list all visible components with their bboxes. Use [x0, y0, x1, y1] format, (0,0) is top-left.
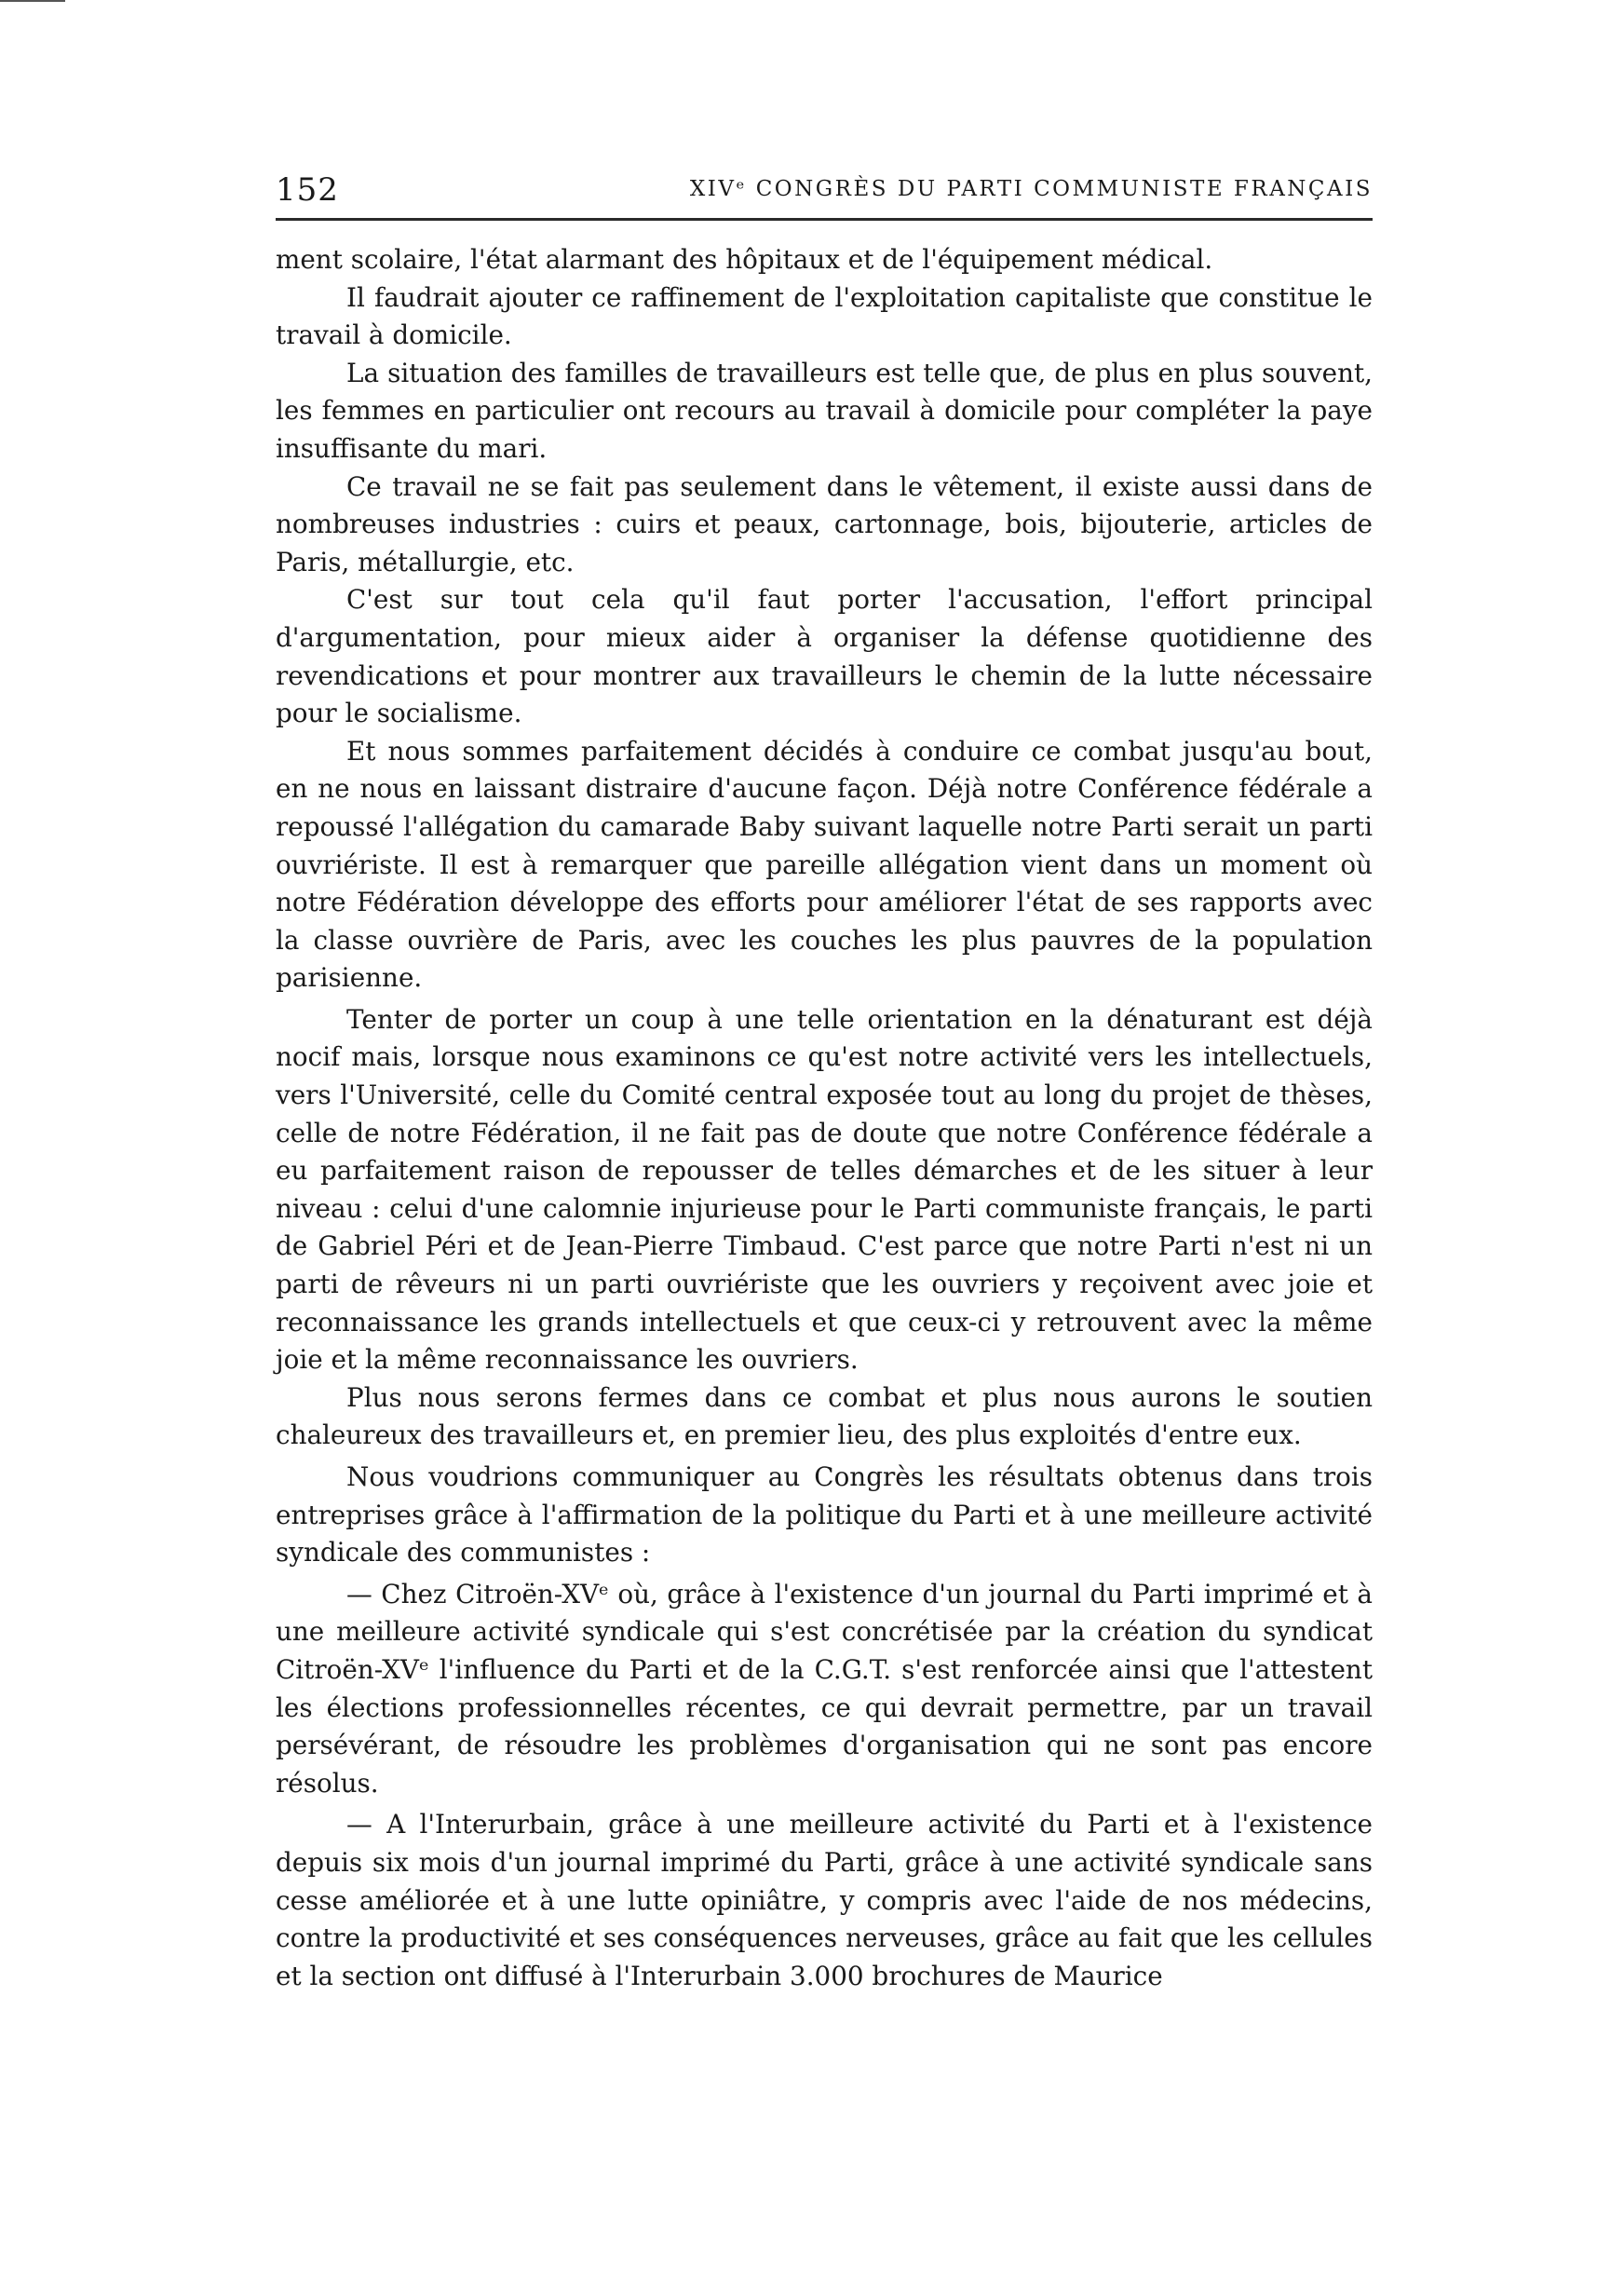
paragraph: Tenter de porter un coup à une telle orientation en la dénaturant est déjà nocif mais, lorsque nous examinons ce qu'est notre activité vers les intellectuels, vers l'Université, celle du Comité central exposée tout au long du projet de thèses, celle de notre Fédération, il ne fait pas de doute que notre Conférence fédérale a eu parfaitement raison de repousser de telles démarches et de les situer à leur niveau : celui d'une calomnie injurieuse pour le Parti communiste français, le parti de Gabriel Péri et de Jean-Pierre Timbaud. C'est parce que notre Parti n'est ni un parti de rêveurs ni un parti ouvriériste que les ouvriers y reçoivent avec joie et reconnaissance les grands intellectuels et que ceux-ci y retrouvent avec la même joie et la même reconnaissance les ouvriers.	[276, 1003, 1373, 1376]
paragraph: La situation des familles de travailleurs est telle que, de plus en plus souvent, les femmes en particulier ont recours au travail à domicile pour compléter la paye insuffisante du mari.	[276, 357, 1373, 464]
book-page	[276, 158, 1373, 1995]
paragraph: Ce travail ne se fait pas seulement dans le vêtement, il existe aussi dans de nombreuses industries : cuirs et peaux, cartonnage, bois, bijouterie, articles de Paris, métallurgie, etc.	[276, 470, 1373, 577]
running-header	[276, 158, 1373, 221]
paragraph: Plus nous serons fermes dans ce combat et plus nous aurons le soutien chaleureux des travailleurs et, en premier lieu, des plus exploités d'entre eux.	[276, 1381, 1373, 1451]
scan-edge-mark	[0, 0, 65, 2]
body-text	[276, 241, 1373, 1995]
running-title: XIVᵉ CONGRÈS DU PARTI COMMUNISTE FRANÇAIS	[689, 177, 1373, 201]
paragraph: ment scolaire, l'état alarmant des hôpitaux et de l'équipement médical.	[276, 244, 1213, 275]
list-paragraph: — Chez Citroën-XVᵉ où, grâce à l'existence d'un journal du Parti imprimé et à une meilleure activité syndicale qui s'est concrétisée par la création du syndicat Citroën-XVᵉ l'influence du Parti et de la C.G.T. s'est renforcée ainsi que l'attestent les élections professionnelles récentes, ce qui devrait permettre, par un travail persévérant, de résoudre les problèmes d'organisation qui ne sont pas encore résolus.	[276, 1578, 1373, 1799]
list-paragraph: — A l'Interurbain, grâce à une meilleure activité du Parti et à l'existence depuis six mois d'un journal imprimé du Parti, grâce à une activité syndicale sans cesse améliorée et à une lutte opiniâtre, y compris avec l'aide de nos médecins, contre la productivité et ses conséquences nerveuses, grâce au fait que les cellules et la section ont diffusé à l'Interurbain 3.000 brochures de Maurice	[276, 1809, 1373, 1991]
page-number: 152	[276, 171, 339, 209]
paragraph: C'est sur tout cela qu'il faut porter l'accusation, l'effort principal d'argumentation, pour mieux aider à organiser la défense quotidienne des revendications et pour montrer aux travailleurs le chemin de la lutte nécessaire pour le socialisme.	[276, 584, 1373, 729]
paragraph: Nous voudrions communiquer au Congrès les résultats obtenus dans trois entreprises grâce à l'affirmation de la politique du Parti et à une meilleure activité syndicale des communistes :	[276, 1461, 1373, 1568]
paragraph: Et nous sommes parfaitement décidés à conduire ce combat jusqu'au bout, en ne nous en laissant distraire d'aucune façon. Déjà notre Conférence fédérale a repoussé l'allégation du camarade Baby suivant laquelle notre Parti serait un parti ouvriériste. Il est à remarquer que pareille allégation vient dans un moment où notre Fédération développe des efforts pour améliorer l'état de ses rapports avec la classe ouvrière de Paris, avec les couches les plus pauvres de la population parisienne.	[276, 735, 1373, 994]
paragraph: Il faudrait ajouter ce raffinement de l'exploitation capitaliste que constitue le travail à domicile.	[276, 281, 1373, 351]
